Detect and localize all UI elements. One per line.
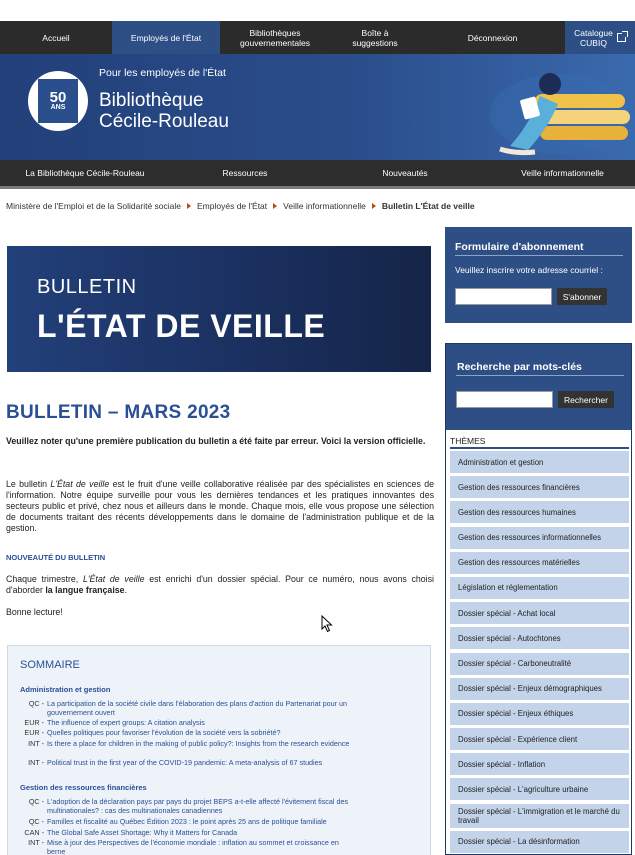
sommaire-item[interactable]: [8, 700, 428, 717]
banner-tagline: Pour les employés de l'État: [99, 67, 226, 79]
sommaire-item[interactable]: [8, 829, 428, 838]
divider: [455, 255, 623, 256]
breadcrumb-arrow-icon: [372, 203, 376, 209]
library-name-line2: Cécile-Rouleau: [99, 111, 229, 132]
sommaire-item[interactable]: [8, 729, 428, 738]
theme-link[interactable]: Dossier spécial - L'immigration et le marché du travail: [450, 804, 629, 828]
nav-deconnexion[interactable]: Déconnexion: [467, 32, 518, 43]
mouse-cursor-icon: [321, 615, 333, 633]
theme-link[interactable]: Dossier spécial - Expérience client: [450, 728, 629, 750]
logo-50-ans: [38, 79, 78, 123]
intro-text-b: est le fruit d'une veille collaborative réalisée par des spécialistes en sciences de l'information. Notre équipe surveille pour vous les dernières tendances et les pratiques innovantes des secteurs public et privé, chez nous et ailleurs dans le monde. Chaque mois, elle vous propose une sélection de documents traitant des récents développements dans le domaine de l'administration publique et de la gestion.: [6, 479, 434, 533]
new-topic: la langue française: [45, 585, 125, 595]
sommaire-item[interactable]: [8, 759, 428, 768]
nav-catalogue-cubiq[interactable]: [565, 21, 635, 54]
item-link[interactable]: La participation de la société civile dans l'élaboration des plans d'action du Partenariat pour un gouvernement ouvert: [47, 699, 348, 717]
item-link[interactable]: Mise à jour des Perspectives de l'économie mondiale : inflation au sommet et croissance en berne: [47, 838, 339, 855]
theme-link[interactable]: Gestion des ressources financières: [450, 476, 629, 498]
bulletin-banner-large: L'ÉTAT DE VEILLE: [37, 308, 326, 344]
item-link[interactable]: The influence of expert groups: A citation analysis: [47, 718, 205, 727]
sommaire-item[interactable]: [8, 839, 428, 855]
subscription-form: [445, 227, 632, 323]
logo-sub: ANS: [50, 103, 66, 111]
theme-link[interactable]: Dossier spécial - Enjeux éthiques: [450, 703, 629, 725]
subnav-nouveautes[interactable]: Nouveautés: [382, 168, 428, 178]
theme-link[interactable]: Dossier spécial - Achat local: [450, 602, 629, 624]
themes-area: [446, 430, 632, 855]
section-navigation: [0, 160, 635, 189]
keyword-search-panel: [445, 343, 632, 855]
bulletin-banner-small: BULLETIN: [37, 276, 137, 298]
new-text-a: Chaque trimestre,: [6, 574, 83, 584]
new-text-b: est enrichi d'un dossier spécial. Pour ce numéro, nous avons choisi d'aborder: [6, 574, 434, 595]
external-link-icon: [617, 33, 626, 42]
item-region: INT -: [28, 838, 44, 847]
item-link[interactable]: L'adoption de la déclaration pays par pays du projet BEPS a-t-elle affecté l'évitement fiscal des multinationales? : cas des multinationales canadiennes: [47, 797, 349, 815]
theme-link[interactable]: Dossier spécial - Autochtones: [450, 627, 629, 649]
nav-bibliotheques-gouvernementales[interactable]: Bibliothèques gouvernementales: [240, 27, 310, 48]
new-paragraph: [6, 574, 434, 596]
top-navigation: [0, 21, 635, 54]
theme-link[interactable]: Dossier spécial - Enjeux démographiques: [450, 678, 629, 700]
intro-text-a: Le bulletin: [6, 479, 51, 489]
theme-link[interactable]: Dossier spécial - L'agriculture urbaine: [450, 778, 629, 800]
new-section-heading: NOUVEAUTÉ DU BULLETIN: [6, 553, 106, 562]
library-logo[interactable]: [28, 71, 88, 131]
sommaire-title: SOMMAIRE: [20, 659, 80, 671]
theme-link[interactable]: Dossier spécial - Carboneutralité: [450, 653, 629, 675]
item-region: INT -: [28, 758, 44, 767]
item-link[interactable]: Is there a place for children in the making of public policy?: Insights from the research evidence: [47, 739, 350, 748]
theme-link[interactable]: Législation et réglementation: [450, 577, 629, 599]
item-region: CAN -: [24, 828, 44, 837]
new-text-c: .: [124, 585, 128, 595]
intro-paragraph: [6, 479, 434, 534]
subnav-ressources[interactable]: Ressources: [222, 168, 268, 178]
item-region: QC -: [28, 817, 44, 826]
subscribe-button[interactable]: S'abonner: [557, 288, 607, 305]
subnav-veille-informationnelle[interactable]: Veille informationnelle: [521, 168, 604, 178]
item-region: EUR -: [24, 718, 44, 727]
item-link[interactable]: Quelles politiques pour favoriser l'évolution de la société vers la sobriété?: [47, 728, 281, 737]
theme-link[interactable]: Dossier spécial - Inflation: [450, 753, 629, 775]
item-region: EUR -: [24, 728, 44, 737]
site-banner: [0, 54, 635, 160]
theme-link[interactable]: Gestion des ressources humaines: [450, 501, 629, 523]
item-link[interactable]: Familles et fiscalité au Québec Édition 2023 : le point après 25 ans de politique familiale: [47, 817, 327, 826]
breadcrumb-item[interactable]: Employés de l'État: [197, 201, 268, 211]
item-region: INT -: [28, 739, 44, 748]
theme-link[interactable]: Gestion des ressources matérielles: [450, 552, 629, 574]
sommaire-item[interactable]: [8, 719, 428, 728]
catalog-label: Catalogue CUBIQ: [574, 27, 613, 48]
sommaire-section-title[interactable]: Administration et gestion: [20, 685, 111, 694]
intro-bulletin-name: L'État de veille: [50, 479, 110, 489]
logo-number: 50: [49, 88, 67, 106]
page-title: BULLETIN – MARS 2023: [6, 402, 231, 423]
breadcrumb-item[interactable]: Veille informationnelle: [283, 201, 366, 211]
theme-link[interactable]: Administration et gestion: [450, 451, 629, 473]
theme-link[interactable]: Gestion des ressources informationnelles: [450, 527, 629, 549]
sommaire-item[interactable]: [8, 818, 428, 827]
search-title: Recherche par mots-clés: [457, 361, 582, 373]
notice-text: Veuillez noter qu'une première publication du bulletin a été faite par erreur. Voici la version officielle.: [6, 436, 426, 446]
nav-boite-suggestions[interactable]: Boîte à suggestions: [352, 27, 398, 48]
search-button[interactable]: Rechercher: [558, 391, 614, 408]
item-region: QC -: [28, 797, 44, 806]
nav-employes-etat[interactable]: Employés de l'État: [112, 21, 220, 54]
divider: [456, 375, 624, 376]
themes-list: [450, 451, 629, 855]
sommaire-section-title[interactable]: Gestion des ressources financières: [20, 783, 147, 792]
sommaire-item[interactable]: [8, 740, 428, 749]
theme-link[interactable]: Dossier spécial - La désinformation: [450, 831, 629, 853]
subscription-title: Formulaire d'abonnement: [455, 241, 584, 253]
themes-label: THÈMES: [450, 436, 486, 446]
item-link[interactable]: Political trust in the first year of the COVID-19 pandemic: A meta-analysis of 67 studies: [47, 758, 323, 767]
item-region: QC -: [28, 699, 44, 708]
closing-text: Bonne lecture!: [6, 607, 63, 617]
bulletin-banner-image: [7, 246, 431, 372]
search-input[interactable]: [456, 391, 553, 408]
sommaire-item[interactable]: [8, 798, 428, 815]
nav-accueil[interactable]: Accueil: [42, 32, 70, 43]
breadcrumb-arrow-icon: [187, 203, 191, 209]
sommaire-box: [7, 645, 431, 855]
breadcrumb-item[interactable]: Ministère de l'Emploi et de la Solidarité sociale: [6, 201, 182, 211]
subnav-bibliotheque[interactable]: La Bibliothèque Cécile-Rouleau: [25, 168, 145, 178]
reading-woman-illustration: [440, 54, 635, 160]
item-link[interactable]: The Global Safe Asset Shortage: Why it Matters for Canada: [47, 828, 238, 837]
breadcrumb: [6, 201, 475, 211]
library-name-line1: Bibliothèque: [99, 90, 204, 111]
email-field[interactable]: [455, 288, 552, 305]
breadcrumb-current: Bulletin L'État de veille: [381, 201, 475, 211]
library-name[interactable]: [99, 90, 229, 132]
divider: [450, 447, 629, 449]
breadcrumb-arrow-icon: [273, 203, 277, 209]
new-bulletin-name: L'État de veille: [82, 574, 145, 584]
email-label: Veuillez inscrire votre adresse courriel :: [455, 265, 603, 275]
